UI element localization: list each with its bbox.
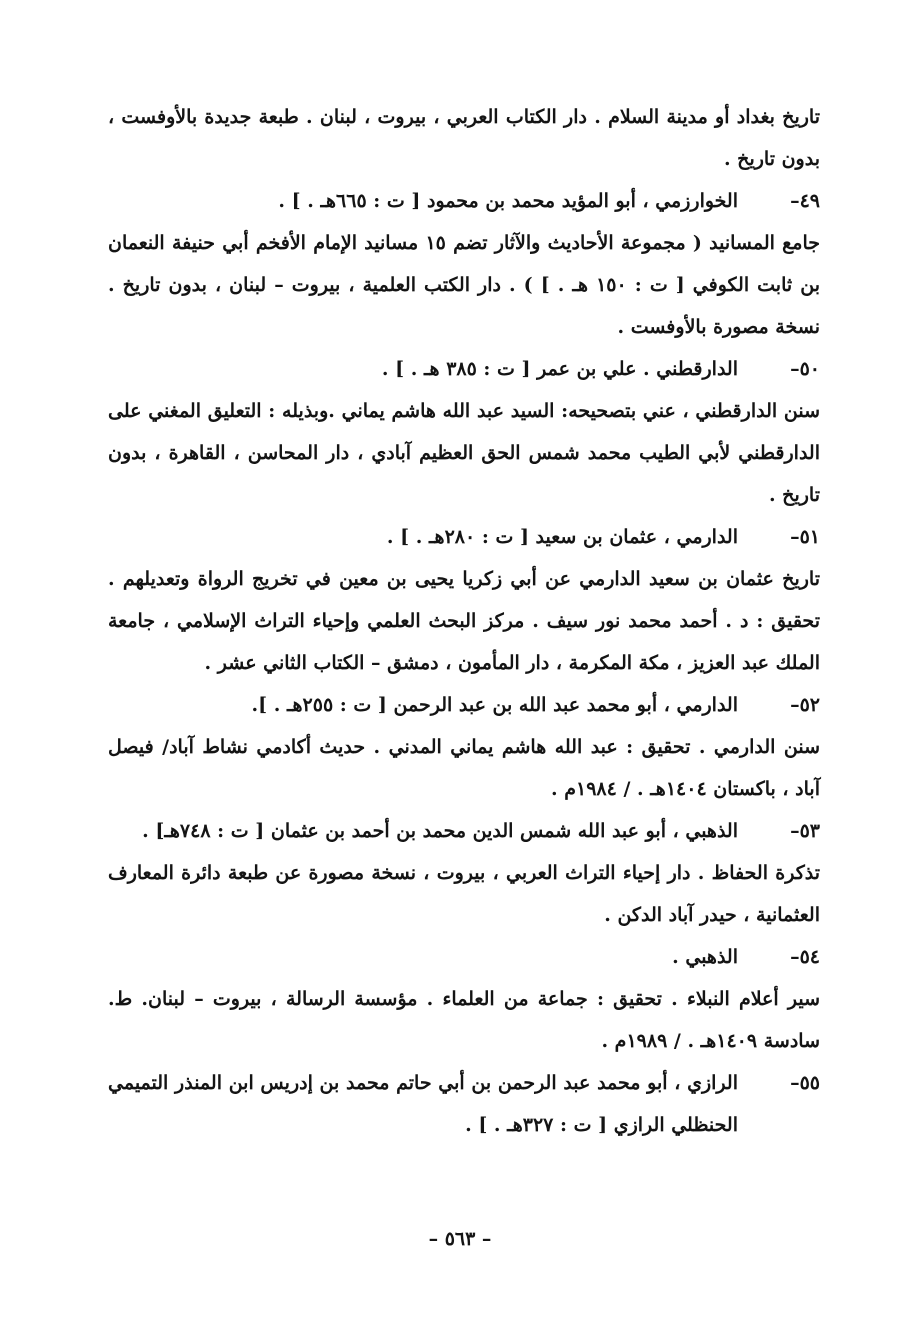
bibliography-page — [108, 96, 820, 1146]
entry-54 — [108, 936, 820, 1062]
entry-49 — [108, 180, 820, 348]
entry-number: ٥٥– — [790, 1072, 820, 1094]
entry-body: تاريخ عثمان بن سعيد الدارمي عن أبي زكريا يحيى بن معين في تخريج الرواة وتعديلهم . تحقيق : د . أحمد محمد نور سيف . مركز البحث العلمي وإحياء التراث الإسلامي ، جامعة الملك عبد العزيز ، مكة المكرمة ، دار المأمون ، دمشق – الكتاب الثاني عشر . — [108, 568, 820, 674]
entry-number: ٥٤– — [790, 946, 820, 968]
entry-number: ٥٠– — [790, 358, 820, 380]
entry-body: سنن الدارقطني ، عني بتصحيحه: السيد عبد الله هاشم يماني .وبذيله : التعليق المغني على الدارقطني لأبي الطيب محمد شمس الحق العظيم آبادي ، دار المحاسن ، القاهرة ، بدون تاريخ . — [108, 400, 820, 506]
page-number: – ٥٦٣ – — [428, 1228, 492, 1250]
entry-heading: الرازي ، أبو محمد عبد الرحمن بن أبي حاتم محمد بن إدريس ابن المنذر التميمي الحنظلي الرازي [ ت : ٣٢٧هـ . ] . — [108, 1072, 738, 1136]
entry-number: ٥٢– — [790, 694, 820, 716]
entry-body: سير أعلام النبلاء . تحقيق : جماعة من العلماء . مؤسسة الرسالة ، بيروت – لبنان. ط. سادسة ١٤٠٩هـ . / ١٩٨٩م . — [108, 988, 820, 1052]
entry-heading: الذهبي . — [672, 946, 738, 968]
entry-number: ٤٩– — [790, 190, 820, 212]
intro-text: تاريخ بغداد أو مدينة السلام . دار الكتاب العربي ، بيروت ، لبنان . طبعة جديدة بالأوفست ، بدون تاريخ . — [108, 106, 820, 170]
entry-55 — [108, 1062, 820, 1146]
entry-body: جامع المسانيد ( مجموعة الأحاديث والآثار تضم ١٥ مسانيد الإمام الأفخم أبي حنيفة النعمان بن ثابت الكوفي [ ت : ١٥٠ هـ . ] ) . دار الكتب العلمية ، بيروت – لبنان ، بدون تاريخ . نسخة مصورة بالأوفست . — [108, 232, 820, 338]
entry-number: ٥١– — [790, 526, 820, 548]
entry-53 — [108, 810, 820, 936]
entry-heading: الدارمي ، عثمان بن سعيد [ ت : ٢٨٠هـ . ] . — [386, 526, 738, 548]
entry-52 — [108, 684, 820, 810]
entry-heading: الدارمي ، أبو محمد عبد الله بن عبد الرحمن [ ت : ٢٥٥هـ . ]. — [251, 694, 738, 716]
entry-heading: الذهبي ، أبو عبد الله شمس الدين محمد بن أحمد بن عثمان [ ت : ٧٤٨هـ] . — [142, 820, 738, 842]
entry-50 — [108, 348, 820, 516]
entry-body: سنن الدارمي . تحقيق : عبد الله هاشم يماني المدني . حديث أكادمي نشاط آباد/ فيصل آباد ، باكستان ١٤٠٤هـ . / ١٩٨٤م . — [108, 736, 820, 800]
entry-number: ٥٣– — [790, 820, 820, 842]
entry-heading: الدارقطني . علي بن عمر [ ت : ٣٨٥ هـ . ] . — [381, 358, 738, 380]
entry-51 — [108, 516, 820, 684]
entry-body: تذكرة الحفاظ . دار إحياء التراث العربي ، بيروت ، نسخة مصورة عن طبعة دائرة المعارف العثمانية ، حيدر آباد الدكن . — [108, 862, 820, 926]
entry-heading: الخوارزمي ، أبو المؤيد محمد بن محمود [ ت : ٦٦٥هـ . ] . — [278, 190, 738, 212]
